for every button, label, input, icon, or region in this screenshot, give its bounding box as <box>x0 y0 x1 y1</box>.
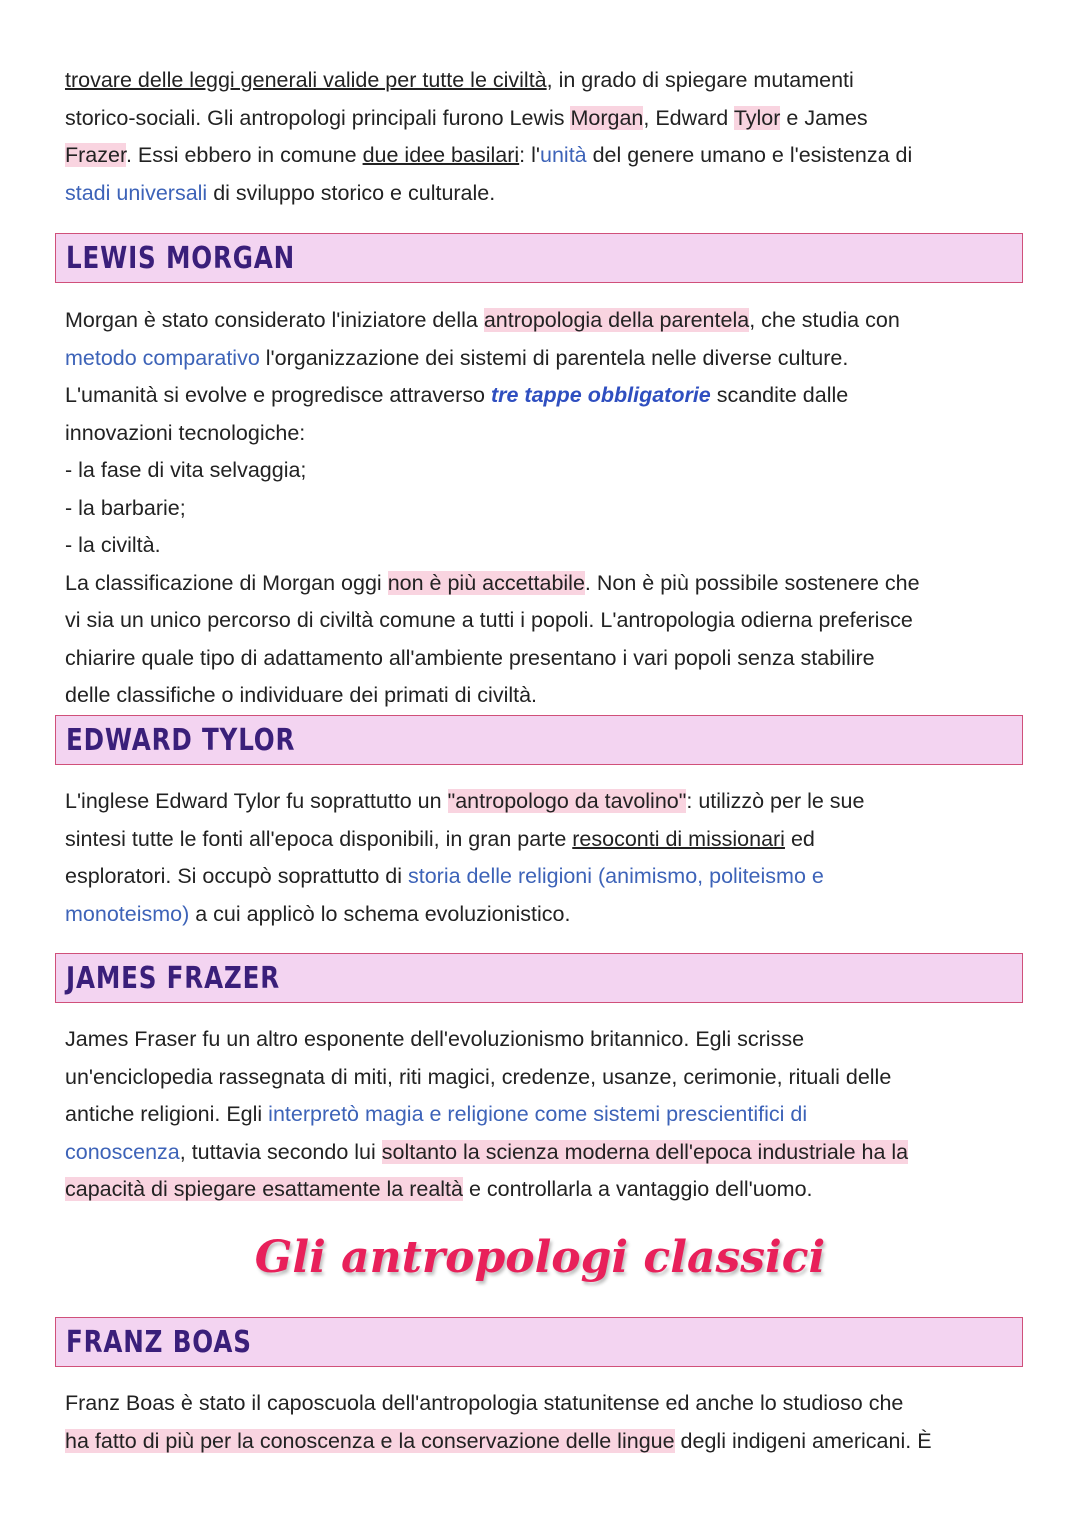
text-segment: . Essi ebbero in comune <box>125 143 363 167</box>
blue-text: metodo comparativo <box>65 345 260 370</box>
intro-paragraph <box>65 62 912 212</box>
text-segment: scandite dalle <box>710 383 849 407</box>
text-line <box>65 527 920 565</box>
highlighted-text: ha fatto di più per la conoscenza e la conservazione delle lingue <box>65 1428 675 1453</box>
heading-text: EDWARD TYLOR <box>66 723 296 758</box>
highlighted-text: antropologia della parentela <box>483 308 750 332</box>
text-segment: chiarire quale tipo di adattamento all'ambiente presentano i vari popoli senza stabilire <box>65 645 875 670</box>
text-segment: : l' <box>519 143 540 167</box>
blue-text: conoscenza <box>65 1139 180 1164</box>
text-line <box>65 1096 908 1134</box>
text-line <box>65 1059 908 1097</box>
text-line <box>65 452 920 490</box>
text-segment: di sviluppo storico e culturale. <box>207 180 496 205</box>
section-title: Gli antropologi classici <box>254 1232 826 1283</box>
text-segment: l'organizzazione dei sistemi di parentela nelle diverse culture. <box>259 345 849 370</box>
text-segment: Morgan è stato considerato l'iniziatore della <box>65 308 484 332</box>
text-segment: James Fraser fu un altro esponente dell'evoluzionismo britannico. Egli scrisse <box>65 1027 805 1051</box>
text-segment: e controllarla a vantaggio dell'uomo. <box>463 1177 813 1201</box>
text-segment: La classificazione di Morgan oggi <box>65 570 388 595</box>
highlighted-text: "antropologo da tavolino" <box>447 789 687 813</box>
text-segment: , Edward <box>643 105 734 130</box>
text-segment: antiche religioni. Egli <box>65 1102 269 1126</box>
text-line <box>65 62 912 100</box>
text-line <box>65 1021 908 1059</box>
text-segment: ed <box>784 826 815 851</box>
text-segment: - la civiltà. <box>65 533 161 557</box>
text-line <box>65 137 912 175</box>
text-line <box>65 783 864 821</box>
emphasis-text: tre tappe obbligatorie <box>490 383 711 407</box>
text-line <box>65 1134 908 1172</box>
text-segment: innovazioni tecnologiche: <box>65 420 306 445</box>
text-segment: - la barbarie; <box>65 495 186 520</box>
highlighted-text: Frazer <box>65 143 126 167</box>
blue-text: unità <box>540 143 587 167</box>
highlighted-text: non è più accettabile <box>387 570 585 595</box>
text-segment: sintesi tutte le fonti all'epoca disponibili, in gran parte <box>65 826 573 851</box>
heading-text: LEWIS MORGAN <box>66 241 296 276</box>
highlighted-text: capacità di spiegare esattamente la realtà <box>65 1177 463 1201</box>
text-segment: L'inglese Edward Tylor fu soprattutto un <box>65 789 448 813</box>
text-segment: - la fase di vita selvaggia; <box>65 458 307 482</box>
tylor-paragraph <box>65 783 864 933</box>
text-segment: un'enciclopedia rassegnata di miti, riti magici, credenze, usanze, cerimonie, rituali delle <box>65 1064 892 1089</box>
text-line <box>65 821 864 859</box>
underlined-text: resoconti di missionari <box>572 826 785 851</box>
text-segment: , che studia con <box>749 308 900 332</box>
text-line <box>65 896 864 934</box>
text-segment: storico-sociali. Gli antropologi principali furono Lewis <box>65 105 571 130</box>
text-segment: , tuttavia secondo lui <box>179 1139 382 1164</box>
blue-text: storia delle religioni (animismo, politeismo e <box>408 864 824 888</box>
highlighted-text: Morgan <box>570 105 644 130</box>
text-line <box>65 302 920 340</box>
text-line <box>65 175 912 213</box>
blue-text: stadi universali <box>65 180 208 205</box>
blue-text: monoteismo) <box>65 901 190 926</box>
text-segment: , in grado di spiegare mutamenti <box>546 68 854 92</box>
text-line <box>65 858 864 896</box>
text-segment: L'umanità si evolve e progredisce attraverso <box>65 383 491 407</box>
highlighted-text: Tylor <box>733 105 781 130</box>
text-line <box>65 565 920 603</box>
underlined-text: trovare delle leggi generali valide per tutte le civiltà <box>65 68 547 92</box>
text-line <box>65 1423 932 1461</box>
text-segment: : utilizzò per le sue <box>686 789 865 813</box>
morgan-paragraph <box>65 302 920 715</box>
text-line <box>65 602 920 640</box>
text-segment: Franz Boas è stato il caposcuola dell'antropologia statunitense ed anche lo studioso che <box>65 1391 904 1415</box>
text-line <box>65 677 920 715</box>
text-line <box>65 640 920 678</box>
text-segment: vi sia un unico percorso di civiltà comune a tutti i popoli. L'antropologia odierna preferisce <box>65 608 913 632</box>
heading-james-frazer <box>55 953 1023 1003</box>
text-line <box>65 1171 908 1209</box>
frazer-paragraph <box>65 1021 908 1209</box>
text-segment: delle classifiche o individuare dei primati di civiltà. <box>65 683 538 707</box>
text-line <box>65 1385 932 1423</box>
heading-text: FRANZ BOAS <box>66 1325 252 1360</box>
text-segment: esploratori. Si occupò soprattutto di <box>65 864 408 888</box>
text-segment: del genere umano e l'esistenza di <box>586 143 913 167</box>
text-line <box>65 377 920 415</box>
text-segment: e James <box>780 105 868 130</box>
highlighted-text: soltanto la scienza moderna dell'epoca industriale ha la <box>381 1139 909 1164</box>
text-line <box>65 100 912 138</box>
text-segment: degli indigeni americani. È <box>674 1428 932 1453</box>
underlined-text: due idee basilari <box>362 143 520 167</box>
text-line <box>65 340 920 378</box>
heading-text: JAMES FRAZER <box>66 961 280 996</box>
text-segment: a cui applicò lo schema evoluzionistico. <box>189 901 571 926</box>
text-line <box>65 490 920 528</box>
blue-text: interpretò magia e religione come sistemi prescientifici di <box>268 1102 808 1126</box>
heading-lewis-morgan <box>55 233 1023 283</box>
text-line <box>65 415 920 453</box>
text-segment: . Non è più possibile sostenere che <box>584 570 920 595</box>
heading-edward-tylor <box>55 715 1023 765</box>
boas-paragraph <box>65 1385 932 1460</box>
heading-franz-boas <box>55 1317 1023 1367</box>
